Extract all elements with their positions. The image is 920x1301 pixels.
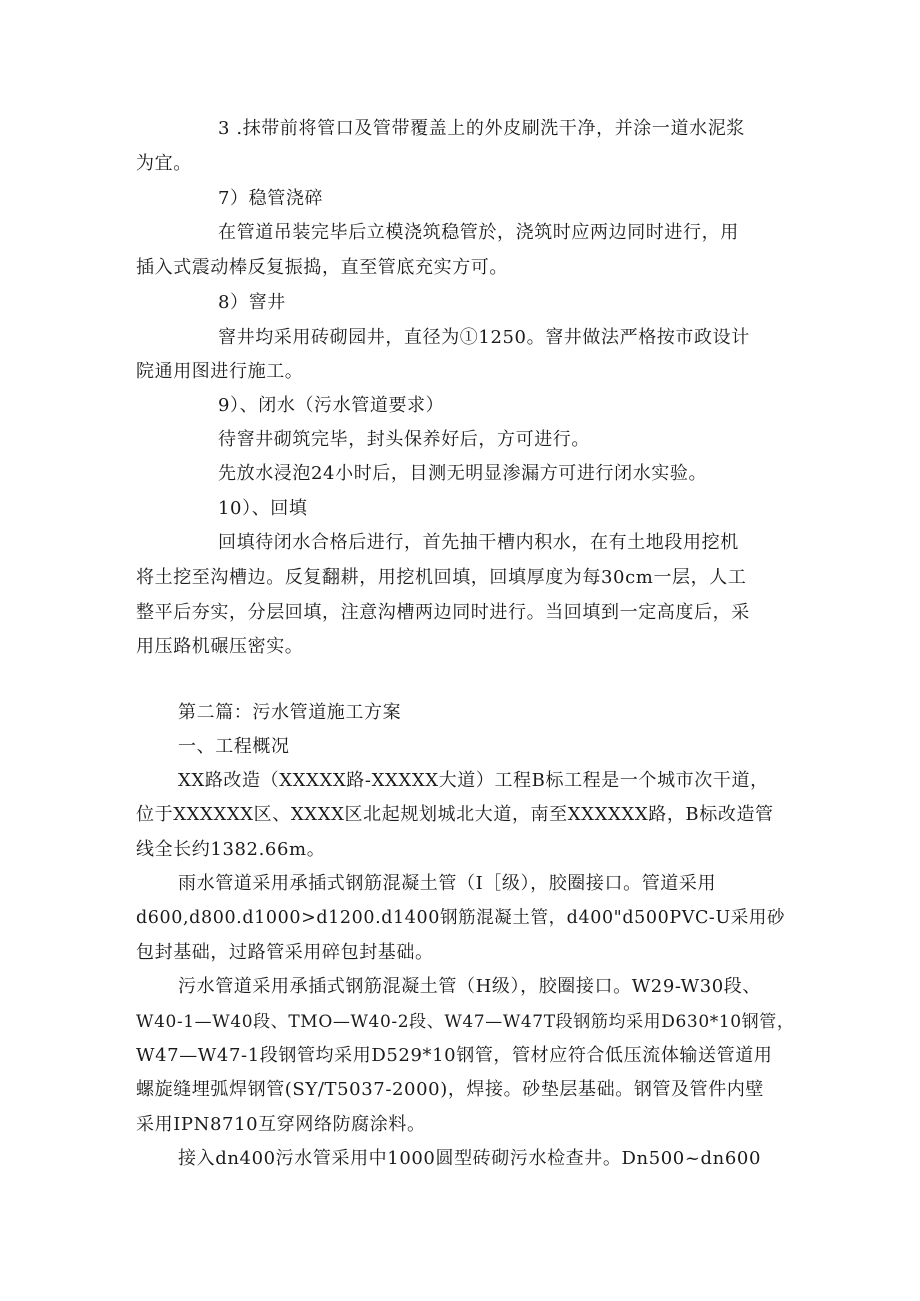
text-line: 污水管道采用承插式钢筋混凝土管（H级），胶圈接口。W29-W30段、: [178, 976, 762, 997]
text-line: 采用IPN8710互穿网络防腐涂料。: [136, 1114, 426, 1135]
section-heading: 一、工程概况: [178, 736, 290, 757]
section-heading: 9）、闭水（污水管道要求）: [218, 395, 445, 416]
section-heading: 10）、回填: [218, 498, 308, 519]
text-line: 整平后夯实，分层回填，注意沟槽两边同时进行。当回填到一定高度后，采: [136, 602, 750, 623]
text-line: 用压路机碾压密实。: [136, 636, 304, 657]
text-line: XX路改造（XXXXX路-XXXXX大道）工程B标工程是一个城市次干道，: [178, 770, 769, 791]
section-heading: 8）窨井: [218, 292, 286, 313]
text-line: 为宜。: [136, 153, 192, 174]
text-line: 窨井均采用砖砌园井，直径为①1250。窨井做法严格按市政设计: [218, 327, 750, 348]
text-line: 线全长约1382.66m。: [136, 839, 326, 860]
text-line: 接入dn400污水管采用中1000圆型砖砌污水检查井。Dn500~dn600: [178, 1148, 762, 1169]
text-line: 先放水浸泡24小时后，目测无明显渗漏方可进行闭水实验。: [218, 463, 708, 484]
chapter-title: 第二篇：污水管道施工方案: [178, 702, 402, 723]
text-line: 3 .抹带前将管口及管带覆盖上的外皮刷洗干净，并涂一道水泥浆: [218, 118, 745, 139]
section-heading: 7）稳管浇碎: [218, 188, 324, 209]
text-line: 雨水管道采用承插式钢筋混凝土管（I［级），胶圈接口。管道采用: [178, 873, 717, 894]
text-line: 院通用图进行施工。: [136, 361, 304, 382]
text-line: 待窨井砌筑完毕，封头保养好后，方可进行。: [218, 429, 590, 450]
text-line: W40-1—W40段、TMO—W40-2段、W47—W47T段钢筋均采用D630*10钢管，: [136, 1012, 795, 1032]
text-line: 螺旋缝埋弧焊钢管(SY/T5037-2000)，焊接。砂垫层基础。钢管及管件内壁: [136, 1079, 765, 1100]
text-line: 在管道吊装完毕后立模浇筑稳管於，浇筑时应两边同时进行，用: [218, 222, 739, 243]
text-line: 包封基础，过路管采用碎包封基础。: [136, 942, 434, 963]
text-line: 将土挖至沟槽边。反复翻耕，用挖机回填，回填厚度为每30cm一层，人工: [136, 567, 747, 588]
text-line: 回填待闭水合格后进行，首先抽干槽内积水，在有土地段用挖机: [218, 532, 739, 553]
text-line: 位于XXXXXX区、XXXX区北起规划城北大道，南至XXXXXX路，B标改造管: [136, 804, 774, 825]
text-line: d600,d800.d1000>d1200.d1400钢筋混凝土管，d400"d500PVC-U采用砂: [136, 908, 786, 928]
text-line: W47—W47-1段钢管均采用D529*10钢管，管材应符合低压流体输送管道用: [136, 1045, 773, 1066]
text-line: 插入式震动棒反复振捣，直至管底充实方可。: [136, 257, 508, 278]
